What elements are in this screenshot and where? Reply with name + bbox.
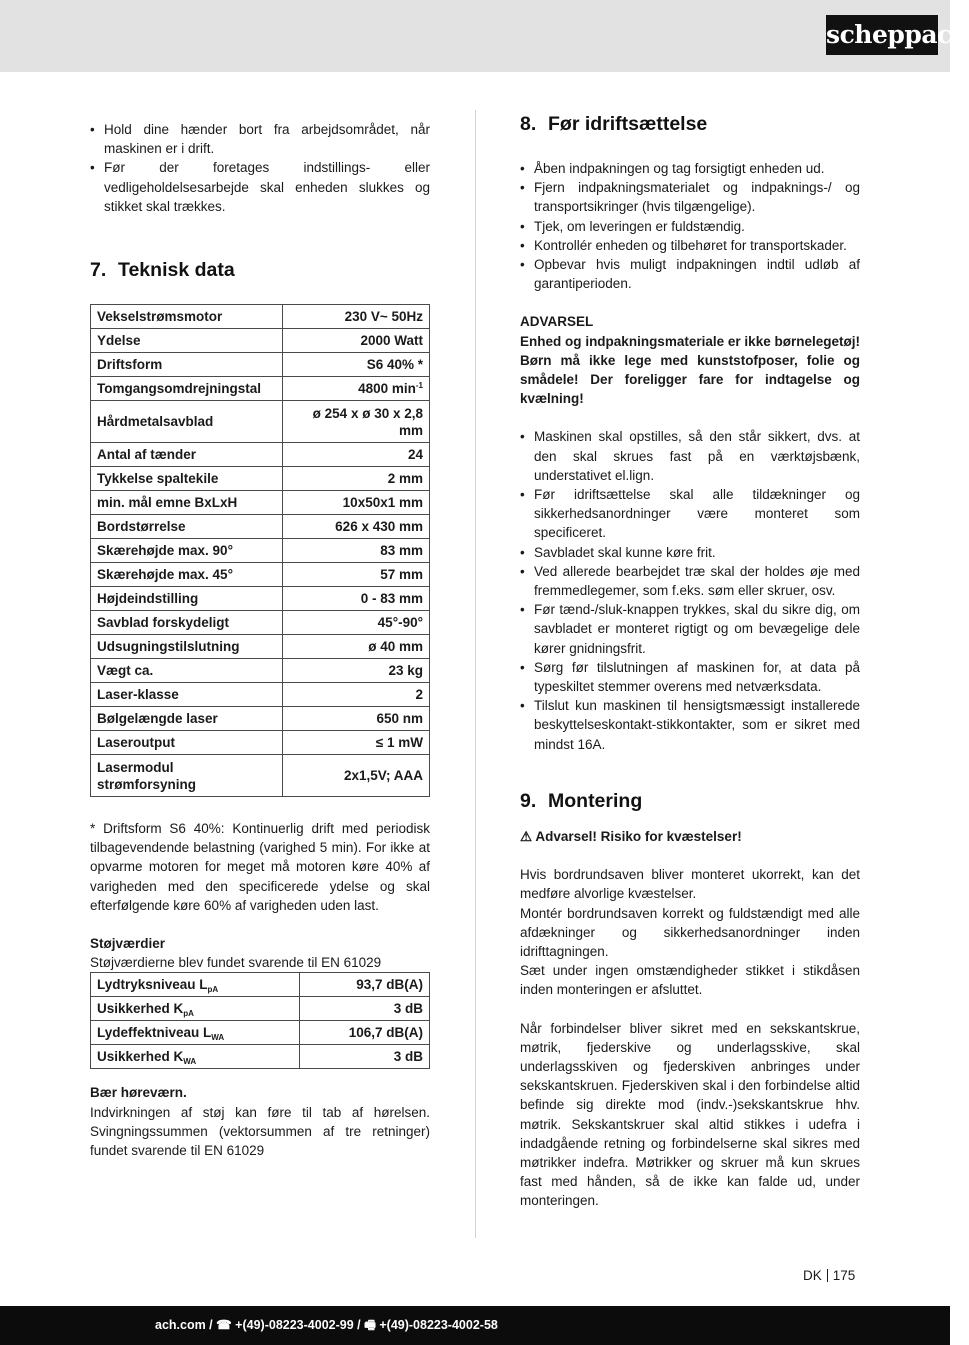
column-divider [475,110,476,1238]
list-item: • Ved allerede bearbejdet træ skal der holdes øje med fremmedlegemer, som f.eks. søm eller skruer, osv. [520,562,860,600]
row-value [282,611,429,635]
mount-paragraph: Når forbindelser bliver sikret med en sekskantskrue, møtrik, fjederskive og underlagsskive, skal underlagsskiven og fjederskiven anbringes under sekskantskruen. Fjederskiven skal i den forbindelse altid befinde sig direkte mod (indv.-)sekskantskrue hhv. møtrik. Sekskantskruer skal altid stikkes i udefra i indadgående retning og forbindelserne skal sikres med møtrikker indefra. Møtrikker og skruer må kun skrues fast med hånden, så de ikke kan falde ud, under monteringen. [520,1020,860,1209]
label-subscript: WA [211,1033,225,1043]
page-separator [827,1269,828,1282]
footer-contact: ach.com / ☎ +(49)-08223-4002-99 / 🖷 +(49)-08223-4002-58 [155,1318,498,1332]
section-title: Montering [548,789,643,812]
value-text: 2x1,5V; AAA [343,768,423,784]
label-text: Lydeffektniveau L [97,1025,212,1041]
list-item: • Opbevar hvis muligt indpakningen indtil udløb af garantiperioden. [520,255,860,293]
row-label [91,515,283,539]
value-text: 626 x 430 mm [335,519,423,535]
mount-paragraph: Montér bordrundsaven korrekt og fuldstændigt med alle afdækninger og sikkerhedsanordninger inden idrifttagningen. [520,905,860,959]
value-text: ø 40 mm [368,639,423,655]
scheppach-logo: scheppach [826,15,938,55]
row-value [282,563,429,587]
mount-paragraph: Sæt under ingen omstændigheder stikket i stikdåsen inden monteringen er afsluttet. [520,963,860,998]
label-text: Usikkerhed K [97,1049,184,1065]
list-item: • Før der foretages indstillings- eller vedligeholdelsesarbejde skal enheden slukkes og stikket skal trækkes. [90,158,430,216]
value-text: 650 nm [376,711,423,727]
label-text: Højdeindstilling [97,591,199,607]
table-row [91,683,430,707]
row-value [282,731,429,755]
value-text: 57 mm [380,567,423,583]
table-row [91,731,430,755]
row-value [282,683,429,707]
row-label [91,731,283,755]
list-item: • Sørg før tilslutningen af maskinen for, at data på typeskiltet stemmer overens med netværksdata. [520,658,860,696]
label-text: Skærehøjde max. 90° [97,543,233,559]
value-text: 23 kg [388,663,423,679]
row-label [91,443,283,467]
label-text: Antal af tænder [97,447,197,463]
label-text: Hårdmetalsavblad [97,414,214,430]
row-value [299,1045,429,1069]
footnote: * Driftsform S6 40%: Kontinuerlig drift med periodisk tilbagevendende belastning (varighed 5 min). For ikke at opvarme motoren for meget må motoren køre 40% af varigheden med den specificerede ydelse og skal efterfølgende køre 60% af varigheden uden last. [90,821,430,913]
row-label [91,1045,300,1069]
row-label [91,755,283,797]
table-row [91,305,430,329]
value-text: 83 mm [380,543,423,559]
row-value [299,1021,429,1045]
row-value [299,997,429,1021]
row-value [299,973,429,997]
row-label [91,539,283,563]
label-text: Lasermodul strømforsyning [97,759,197,792]
table-row [91,707,430,731]
row-value [282,539,429,563]
header-bar [0,0,969,72]
section-number: 8. [520,113,537,135]
label-subscript: pA [183,1009,194,1019]
value-text: 2000 Watt [360,333,423,349]
row-value [282,587,429,611]
row-label [91,707,283,731]
label-text: Savblad forskydeligt [97,615,230,631]
table-row [91,563,430,587]
value-text: 2 [415,687,423,703]
list-item: • Tjek, om leveringen er fuldstændig. [520,217,860,236]
row-value [282,515,429,539]
list-item: • Savbladet skal kunne køre frit. [520,543,860,562]
table-row [91,401,430,443]
list-item: • Før tænd-/sluk-knappen trykkes, skal du sikre dig, om savbladet er monteret rigtigt og om bevægelige dele kører gnidningsfrit. [520,600,860,658]
list-item: • Kontrollér enheden og tilbehøret for transportskader. [520,236,860,255]
label-text: min. mål emne BxLxH [97,495,238,511]
row-label [91,973,300,997]
table-row [91,1021,430,1045]
row-label [91,377,283,401]
row-value [282,491,429,515]
row-label [91,611,283,635]
list-item: • Før idriftsættelse skal alle tildækninger og sikkerhedsanordninger være monteret som specificeret. [520,485,860,543]
table-row [91,997,430,1021]
value-text: 0 - 83 mm [360,591,423,607]
row-value [282,305,429,329]
footer-bar [0,1306,950,1345]
mount-paragraph: Hvis bordrundsaven bliver monteret ukorrekt, kan det medføre alvorlige kvæstelser. [520,867,860,902]
value-text: S6 40% * [366,357,423,373]
label-text: Usikkerhed K [97,1001,184,1017]
warning-title: ADVARSEL [520,314,594,330]
row-label [91,1021,300,1045]
label-text: Tomgangsomdrejningstal [97,381,262,397]
table-row [91,611,430,635]
label-text: Bordstørrelse [97,519,186,535]
section-title: Før idriftsættelse [548,113,708,135]
table-row [91,755,430,797]
list-item: • Fjern indpakningsmaterialet og indpaknings-/ og transportsikringer (hvis tilgængelige). [520,178,860,216]
table-row [91,973,430,997]
section-9-heading [520,789,860,813]
row-label [91,659,283,683]
warning-text: Enhed og indpakningsmateriale er ikke børnelegetøj! Børn må ikke lege med kunststofposer, folie og smådele! Der foreligger fare for indtagelse og kvælning! [520,333,860,407]
section-number: 9. [520,789,537,812]
page-number-value: 175 [832,1268,856,1283]
right-column [520,112,860,1211]
row-label [91,329,283,353]
noise-intro: Støjværdierne blev fundet svarende til EN 61029 [90,955,382,971]
row-value [282,329,429,353]
label-text: Ydelse [97,333,141,349]
page-language: DK [803,1268,822,1283]
section-number: 7. [90,259,107,282]
row-value [282,401,429,443]
label-subscript: pA [207,985,219,995]
row-value [282,659,429,683]
label-text: Vekselstrømsmotor [97,309,223,325]
page-number [803,1266,855,1285]
table-row [91,443,430,467]
row-label [91,563,283,587]
row-value [282,635,429,659]
caution-line: ⚠ Advarsel! Risiko for kvæstelser! [520,828,742,844]
value-text: 10x50x1 mm [342,495,423,511]
list-item: • Tilslut kun maskinen til hensigtsmæssigt installerede beskyttelseskontakt-stikkontakter, som er sikret med mindst 16A. [520,696,860,754]
label-text: Vægt ca. [97,663,154,679]
table-row [91,587,430,611]
table-row [91,539,430,563]
value-text: 45°-90° [377,615,423,631]
setup-bullets [520,427,860,753]
label-text: Bølgelængde laser [97,711,218,727]
table-row [91,329,430,353]
value-text: 230 V~ 50Hz [344,309,423,325]
table-row [91,353,430,377]
left-column [90,120,430,1160]
list-item: • Åben indpakningen og tag forsigtigt enheden ud. [520,159,860,178]
label-text: Lydtryksniveau L [97,977,208,993]
label-text: Laseroutput [97,735,176,751]
section-title: Teknisk data [118,259,235,282]
noise-title: Støjværdier [90,936,166,952]
value-text: 93,7 dB(A) [356,977,423,993]
value-text: 106,7 dB(A) [348,1025,423,1041]
section-7-heading [90,258,430,282]
safety-bullets [90,120,430,216]
row-label [91,997,300,1021]
row-label [91,305,283,329]
row-label [91,635,283,659]
value-text: ≤ 1 mW [375,735,423,751]
row-label [91,353,283,377]
list-item: • Hold dine hænder bort fra arbejdsområdet, når maskinen er i drift. [90,120,430,158]
value-text: 4800 min [358,381,416,397]
row-label [91,467,283,491]
value-text: 3 dB [393,1049,423,1065]
row-label [91,683,283,707]
hearing-text: Indvirkningen af støj kan føre til tab af hørelsen. Svingningssummen (vektorsummen af tre retninger) fundet svarende til EN 61029 [90,1104,430,1159]
label-text: Tykkelse spaltekile [97,471,219,487]
value-text: 3 dB [393,1001,423,1017]
hearing-title: Bær høreværn. [90,1085,187,1101]
value-text: 2 mm [387,471,423,487]
row-value [282,467,429,491]
technical-data-table [90,304,430,797]
row-value [282,755,429,797]
label-text: Laser-klasse [97,687,179,703]
label-text: Skærehøjde max. 45° [97,567,233,583]
table-row [91,515,430,539]
row-value [282,353,429,377]
row-value [282,377,429,401]
table-row [91,467,430,491]
value-text: ø 254 x ø 30 x 2,8 mm [312,405,423,438]
label-text: Driftsform [97,357,163,373]
table-row [91,1045,430,1069]
noise-table [90,972,430,1069]
label-subscript: WA [183,1057,197,1067]
section-8-heading [520,112,860,136]
row-value [282,443,429,467]
table-row [91,635,430,659]
value-superscript: -1 [415,381,423,391]
row-label [91,491,283,515]
row-label [91,401,283,443]
unpacking-bullets [520,159,860,293]
table-row [91,377,430,401]
table-row [91,491,430,515]
table-row [91,659,430,683]
value-text: 24 [407,447,423,463]
label-text: Udsugningstilslutning [97,639,240,655]
row-label [91,587,283,611]
list-item: • Maskinen skal opstilles, så den står sikkert, dvs. at den skal skrues fast på en værktøjsbænk, understativet el.lign. [520,427,860,485]
row-value [282,707,429,731]
